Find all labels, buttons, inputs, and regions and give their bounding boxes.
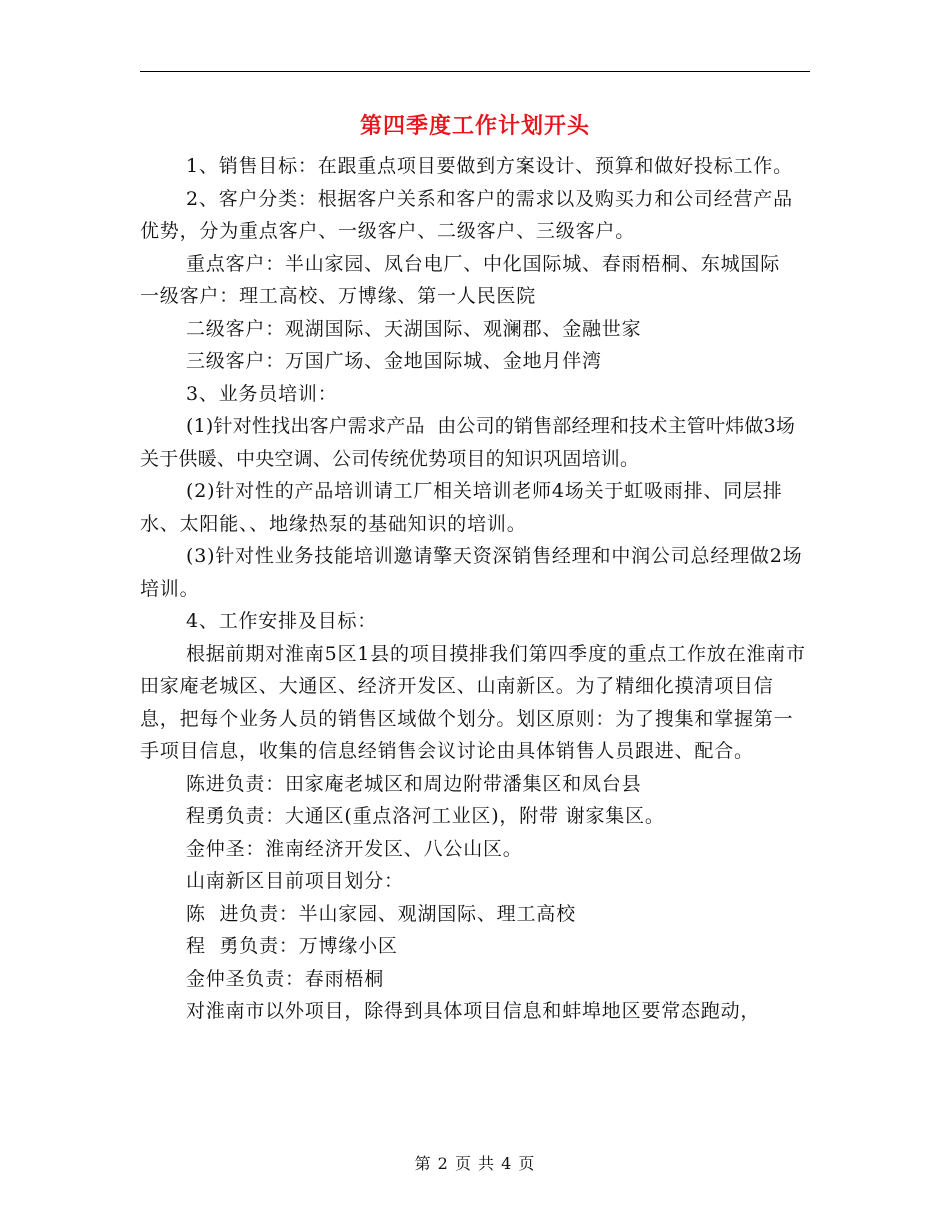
paragraph-outside-huainan: 对淮南市以外项目，除得到具体项目信息和蚌埠地区要常态跑动， bbox=[186, 1000, 761, 1022]
paragraph-jin-zhongsheng-area: 金仲圣：淮南经济开发区、八公山区。 bbox=[186, 837, 523, 860]
paragraph-third-tier-customers: 三级客户：万国广场、金地国际城、金地月伴湾 bbox=[186, 350, 602, 372]
paragraph-cheng-yong-area: 程勇负责：大通区(重点洛河工业区)，附带 谢家集区。 bbox=[186, 805, 665, 827]
paragraph-training-item-2: (2)针对性的产品培训请工厂相关培训老师4场关于虹吸雨排、同层排水、太阳能、、地缘热泵的基础知识的培训。 bbox=[140, 480, 783, 535]
header-rule bbox=[140, 71, 810, 72]
paragraph-training-item-1: (1)针对性找出客户需求产品 由公司的销售部经理和技术主管叶炜做3场关于供暖、中央空调、公司传统优势项目的知识巩固培训。 bbox=[140, 415, 796, 470]
document-title: 第四季度工作计划开头 bbox=[359, 113, 590, 139]
document-body bbox=[140, 150, 810, 1028]
paragraph-training-item-3: (3)针对性业务技能培训邀请擎天资深销售经理和中润公司总经理做2场培训。 bbox=[140, 545, 803, 600]
paragraph-chen-jin-projects: 陈 进负责：半山家园、观湖国际、理工高校 bbox=[186, 902, 576, 925]
paragraph-work-arrangement-heading: 4、工作安排及目标： bbox=[186, 610, 378, 632]
paragraph-staff-training-heading: 3、业务员培训： bbox=[186, 382, 338, 405]
paragraph-customer-classification: 2、客户分类：根据客户关系和客户的需求以及购买力和公司经营产品优势，分为重点客户、一级客户、二级客户、三级客户。 bbox=[140, 187, 793, 242]
paragraph-key-customers: 重点客户：半山家园、凤台电厂、中化国际城、春雨梧桐、东城国际 一级客户：理工高校、万博缘、第一人民医院 bbox=[140, 252, 794, 307]
paragraph-work-arrangement-detail: 根据前期对淮南5区1县的项目摸排我们第四季度的重点工作放在淮南市田家庵老城区、大通区、经济开发区、山南新区。为了精细化摸清项目信息，把每个业务人员的销售区域做个划分。划区原则：为了搜集和掌握第一手项目信息，收集的信息经销售会议讨论由具体销售人员跟进、配合。 bbox=[140, 642, 806, 762]
paragraph-cheng-yong-projects: 程 勇负责：万博缘小区 bbox=[186, 935, 398, 957]
page-number-footer: 第 2 页 共 4 页 bbox=[414, 1154, 536, 1173]
paragraph-second-tier-customers: 二级客户：观湖国际、天湖国际、观澜郡、金融世家 bbox=[186, 317, 642, 340]
paragraph-shannan-division-heading: 山南新区目前项目划分： bbox=[186, 870, 404, 892]
paragraph-jin-zhongsheng-projects: 金仲圣负责：春雨梧桐 bbox=[186, 967, 385, 990]
paragraph-sales-target: 1、销售目标：在跟重点项目要做到方案设计、预算和做好投标工作。 bbox=[186, 155, 793, 177]
paragraph-chen-jin-area: 陈进负责：田家庵老城区和周边附带潘集区和凤台县 bbox=[186, 772, 642, 795]
